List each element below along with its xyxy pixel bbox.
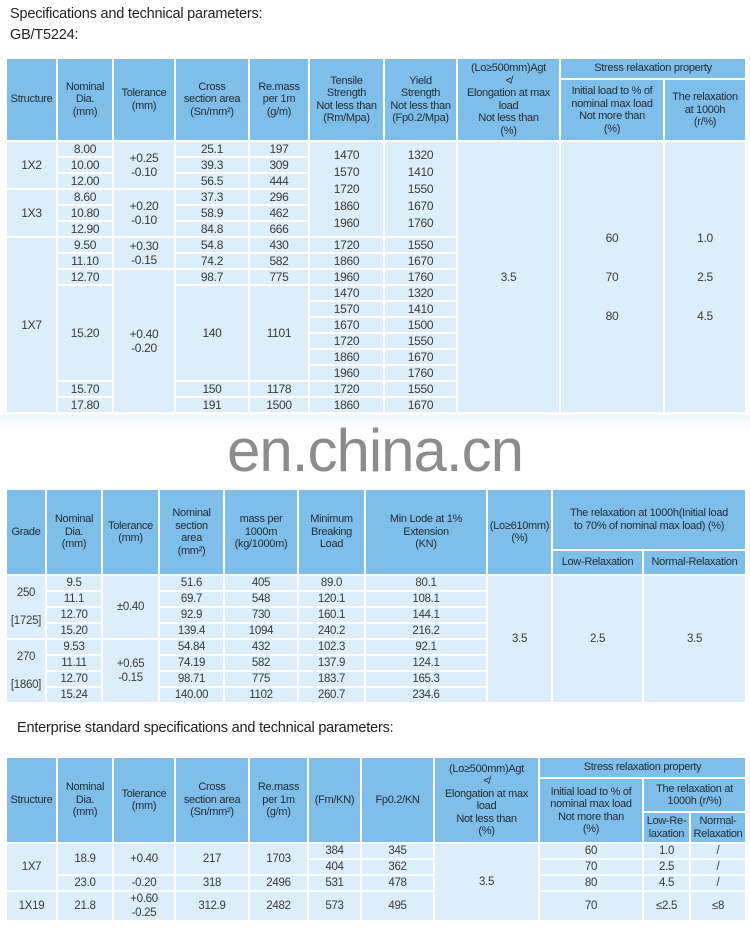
table-cell: 1550 — [384, 381, 457, 397]
table-cell: +0.60 -0.25 — [113, 891, 175, 921]
table-cell: 15.70 — [57, 381, 113, 397]
table-cell: 9.53 — [46, 639, 102, 655]
column-header: Min Lode at 1% Extension (KN) — [365, 489, 487, 575]
column-header: Initial load to % of nominal max load Not more than (%) — [560, 79, 664, 141]
table-cell: 217 — [175, 843, 249, 875]
table-cell: 140 — [175, 285, 249, 381]
column-header: Cross section area (Sn/mm²) — [175, 757, 249, 843]
column-header: Stress relaxation property — [539, 757, 746, 778]
table-cell: 3.5 — [487, 575, 552, 703]
table-cell: 573 — [308, 891, 361, 921]
column-header: Structure — [6, 58, 57, 141]
table-cell: 12.70 — [46, 671, 102, 687]
table-cell: 74.19 — [159, 655, 224, 671]
table-cell: 312.9 — [175, 891, 249, 921]
table-cell: 1550 — [384, 333, 457, 349]
table-cell: 80.1 — [365, 575, 487, 591]
table-cell: 296 — [249, 189, 309, 205]
table-cell: 1670 — [384, 397, 457, 413]
table-cell: +0.65 -0.15 — [102, 639, 159, 703]
gb-t5224-spec-table — [5, 57, 747, 414]
table-cell: 10.00 — [57, 157, 113, 173]
table-cell: 309 — [249, 157, 309, 173]
table-cell: 183.7 — [298, 671, 365, 687]
table-cell: 108.1 — [365, 591, 487, 607]
table-cell: 775 — [224, 671, 298, 687]
table-cell: 1550 — [384, 237, 457, 253]
table-cell: 4.5 — [643, 875, 690, 891]
table-cell: 2.5 — [643, 859, 690, 875]
table-cell: 250 [1725] — [6, 575, 46, 639]
table-cell: 139.4 — [159, 623, 224, 639]
column-header: Yield Strength Not less than (Fp0.2/Mpa) — [384, 58, 457, 141]
table-cell: 1102 — [224, 687, 298, 703]
column-header: Tolerance (mm) — [102, 489, 159, 575]
table-cell: 1720 — [309, 381, 384, 397]
column-header: Structure — [6, 757, 57, 843]
table-cell: 54.8 — [175, 237, 249, 253]
column-header: Re.mass per 1m (g/m) — [249, 58, 309, 141]
table-cell: 666 — [249, 221, 309, 237]
column-header: Fp0.2/KN — [361, 757, 434, 843]
table-cell: 1760 — [384, 269, 457, 285]
column-header: (Lo≥500mm)Agt ≮ Elongation at max load Not less than (%) — [434, 757, 539, 843]
table-cell: +0.25 -0.10 — [113, 141, 175, 189]
table-cell: 58.9 — [175, 205, 249, 221]
table-cell: 531 — [308, 875, 361, 891]
table-cell: 1860 — [309, 349, 384, 365]
table-cell: 160.1 — [298, 607, 365, 623]
table-cell: 17.80 — [57, 397, 113, 413]
header-row — [6, 757, 746, 778]
table-cell: 345 — [361, 843, 434, 859]
table-cell: -0.20 — [113, 875, 175, 891]
table-cell: ±0.40 — [102, 575, 159, 639]
table-cell: 89.0 — [298, 575, 365, 591]
column-header: Nominal Dia. (mm) — [57, 58, 113, 141]
table-cell: 70 — [539, 891, 643, 921]
table-cell: 120.1 — [298, 591, 365, 607]
column-header: Re.mass per 1m (g/m) — [249, 757, 308, 843]
table-cell: 1X7 — [6, 237, 57, 413]
header-row — [6, 58, 746, 79]
table-cell: 80 — [539, 875, 643, 891]
column-header: The relaxation at 1000h (r/%) — [664, 79, 746, 141]
table-cell: 92.1 — [365, 639, 487, 655]
table-cell: 84.8 — [175, 221, 249, 237]
table-cell: 1703 — [249, 843, 308, 875]
table-cell: 1X3 — [6, 189, 57, 237]
table-cell: 384 — [308, 843, 361, 859]
table-cell: 21.8 — [57, 891, 113, 921]
table-cell: 150 — [175, 381, 249, 397]
table-cell: 1960 — [309, 269, 384, 285]
table-cell: 11.10 — [57, 253, 113, 269]
column-header: (Lo≥610mm) (%) — [487, 489, 552, 575]
table-cell: 56.5 — [175, 173, 249, 189]
column-header: Minimum Breaking Load — [298, 489, 365, 575]
table-cell: 60 70 80 — [560, 141, 664, 413]
table-cell: +0.40 -0.20 — [113, 269, 175, 413]
column-header: Low-Relaxation — [552, 550, 643, 575]
table-row — [6, 875, 746, 891]
table-cell: 404 — [308, 859, 361, 875]
table-cell: 2482 — [249, 891, 308, 921]
table-cell: 582 — [224, 655, 298, 671]
table-cell: 8.60 — [57, 189, 113, 205]
table-cell: 775 — [249, 269, 309, 285]
table-cell: 15.24 — [46, 687, 102, 703]
table-cell: 165.3 — [365, 671, 487, 687]
table-cell: 1320 — [384, 285, 457, 301]
table-cell: 1570 — [309, 301, 384, 317]
table-cell: / — [690, 875, 746, 891]
table-cell: 478 — [361, 875, 434, 891]
table-cell: 1094 — [224, 623, 298, 639]
table-cell: 69.7 — [159, 591, 224, 607]
table-cell: ≤8 — [690, 891, 746, 921]
table-row — [6, 141, 746, 157]
table-cell: 51.6 — [159, 575, 224, 591]
column-header: Nominal section area (mm²) — [159, 489, 224, 575]
table-cell: ≤2.5 — [643, 891, 690, 921]
table-cell: 15.20 — [46, 623, 102, 639]
table-cell: 1500 — [384, 317, 457, 333]
table-cell: 1860 — [309, 397, 384, 413]
table-cell: 2.5 — [552, 575, 643, 703]
table-cell: +0.30 -0.15 — [113, 237, 175, 269]
table-cell: 240.2 — [298, 623, 365, 639]
table-cell: 1178 — [249, 381, 309, 397]
table-cell: 12.00 — [57, 173, 113, 189]
table-cell: 432 — [224, 639, 298, 655]
column-header: Tolerance (mm) — [113, 757, 175, 843]
table-cell: 1101 — [249, 285, 309, 381]
table-row — [6, 843, 746, 859]
grade-spec-table — [5, 488, 747, 704]
table-cell: 234.6 — [365, 687, 487, 703]
table-cell: 1670 — [384, 253, 457, 269]
table-cell: 11.1 — [46, 591, 102, 607]
column-header: Tensile Strength Not less than (Rm/Mpa) — [309, 58, 384, 141]
table-cell: 1500 — [249, 397, 309, 413]
column-header: Grade — [6, 489, 46, 575]
table-row — [6, 575, 746, 591]
table-cell: 1670 — [309, 317, 384, 333]
column-header: Nominal Dia. (mm) — [46, 489, 102, 575]
table-cell: 1670 — [384, 349, 457, 365]
column-header: Low-Re- laxation — [643, 812, 690, 843]
table-cell: 60 — [539, 843, 643, 859]
table-cell: 548 — [224, 591, 298, 607]
table-cell: 15.20 — [57, 285, 113, 381]
table-cell: 1320 1410 1550 1670 1760 — [384, 141, 457, 237]
table-cell: 444 — [249, 173, 309, 189]
table-cell: 405 — [224, 575, 298, 591]
enterprise-spec-table — [5, 756, 747, 922]
table-cell: 730 — [224, 607, 298, 623]
table-cell: / — [690, 843, 746, 859]
table-cell: 12.70 — [46, 607, 102, 623]
table-cell: 1X2 — [6, 141, 57, 189]
table-cell: 70 — [539, 859, 643, 875]
table-cell: 11.11 — [46, 655, 102, 671]
table-cell: 10.80 — [57, 205, 113, 221]
table-cell: 124.1 — [365, 655, 487, 671]
column-header: (Lo≥500mm)Agt ≮ Elongation at max load Not less than (%) — [457, 58, 560, 141]
page-title: Specifications and technical parameters: — [10, 6, 263, 22]
table-cell: 54.84 — [159, 639, 224, 655]
table-cell: 137.9 — [298, 655, 365, 671]
table-cell: 1760 — [384, 365, 457, 381]
table-cell: 1.0 — [643, 843, 690, 859]
watermark: en.china.cn — [227, 417, 523, 484]
table-cell: / — [690, 859, 746, 875]
table-cell: 1470 — [309, 285, 384, 301]
table-cell: 140.00 — [159, 687, 224, 703]
table-cell: 3.5 — [643, 575, 746, 703]
table-cell: 430 — [249, 237, 309, 253]
table-cell: 8.00 — [57, 141, 113, 157]
table-cell: 9.5 — [46, 575, 102, 591]
column-header: The relaxation at 1000h (r/%) — [643, 778, 746, 812]
table-cell: 1720 — [309, 333, 384, 349]
table-cell: 191 — [175, 397, 249, 413]
column-header: Tolerance (mm) — [113, 58, 175, 141]
table-cell: 3.5 — [434, 843, 539, 921]
table-cell: 1720 — [309, 237, 384, 253]
column-header: mass per 1000m (kg/1000m) — [224, 489, 298, 575]
header-row — [6, 489, 746, 550]
table-cell: 98.7 — [175, 269, 249, 285]
table-cell: 23.0 — [57, 875, 113, 891]
table-cell: 1410 — [384, 301, 457, 317]
column-header: The relaxation at 1000h(Initial load to 70% of nominal max load) (%) — [552, 489, 746, 550]
table-cell: 318 — [175, 875, 249, 891]
table-cell: +0.20 -0.10 — [113, 189, 175, 237]
table-cell: 197 — [249, 141, 309, 157]
column-header: Normal- Relaxation — [690, 812, 746, 843]
table-cell: 270 [1860] — [6, 639, 46, 703]
table-cell: 102.3 — [298, 639, 365, 655]
table-cell: 495 — [361, 891, 434, 921]
table-cell: 144.1 — [365, 607, 487, 623]
column-header: Initial load to % of nominal max load Not more than (%) — [539, 778, 643, 843]
table-cell: 1470 1570 1720 1860 1960 — [309, 141, 384, 237]
table-cell: 98.71 — [159, 671, 224, 687]
table-cell: 3.5 — [457, 141, 560, 413]
column-header: Cross section area (Sn/mm²) — [175, 58, 249, 141]
table-cell: 216.2 — [365, 623, 487, 639]
table-cell: 12.90 — [57, 221, 113, 237]
table-cell: 2496 — [249, 875, 308, 891]
table-cell: 92.9 — [159, 607, 224, 623]
table-cell: 1960 — [309, 365, 384, 381]
table-cell: 12.70 — [57, 269, 113, 285]
table-row — [6, 891, 746, 921]
table-cell: 39.3 — [175, 157, 249, 173]
column-header: Stress relaxation property — [560, 58, 746, 79]
table-cell: 582 — [249, 253, 309, 269]
column-header: Nominal Dia. (mm) — [57, 757, 113, 843]
enterprise-title: Enterprise standard specifications and technical parameters: — [17, 720, 394, 736]
table-cell: 37.3 — [175, 189, 249, 205]
table-cell: 462 — [249, 205, 309, 221]
table-cell: 1X7 — [6, 843, 57, 891]
table-cell: 260.7 — [298, 687, 365, 703]
table-cell: 362 — [361, 859, 434, 875]
column-header: (Fm/KN) — [308, 757, 361, 843]
table-cell: 74.2 — [175, 253, 249, 269]
table-cell: 1860 — [309, 253, 384, 269]
column-header: Normal-Relaxation — [643, 550, 746, 575]
standard-label: GB/T5224: — [10, 27, 79, 43]
table-cell: 1X19 — [6, 891, 57, 921]
table-cell: 9.50 — [57, 237, 113, 253]
table-cell: 18.9 — [57, 843, 113, 875]
table-cell: +0.40 — [113, 843, 175, 875]
table-cell: 25.1 — [175, 141, 249, 157]
table-cell: 1.0 2.5 4.5 — [664, 141, 746, 413]
